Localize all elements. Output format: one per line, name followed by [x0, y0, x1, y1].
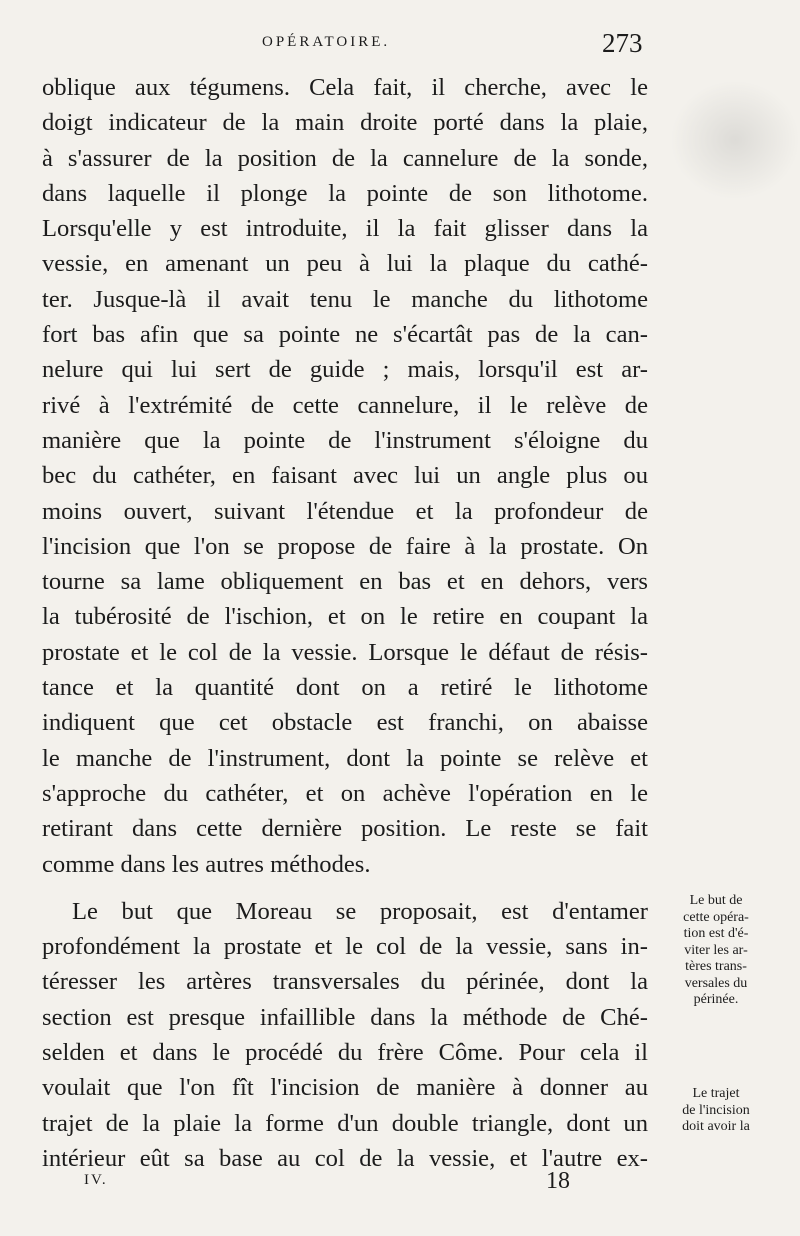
page-header	[0, 28, 800, 62]
text-line: le manche de l'instrument, dont la pointe se relève et	[42, 744, 648, 772]
page-footer	[0, 1168, 800, 1198]
margin-note-purpose	[658, 893, 774, 1009]
text-line: section est presque infaillible dans la méthode de Ché-	[42, 1003, 648, 1031]
text-line: téresser les artères transversales du périnée, dont la	[42, 968, 648, 996]
text-line: tance et la quantité dont on a retiré le lithotome	[42, 674, 648, 702]
margin-note-line: cette opéra-	[683, 909, 749, 925]
text-line: comme dans les autres méthodes.	[42, 850, 371, 878]
text-line: doigt indicateur de la main droite porté dans la plaie,	[42, 109, 648, 137]
text-line: vessie, en amenant un peu à lui la plaque du cathé-	[42, 250, 648, 278]
text-line: moins ouvert, suivant l'étendue et la profondeur de	[42, 497, 648, 525]
page-number: 273	[602, 28, 643, 58]
paragraph-1	[42, 70, 648, 882]
text-line: retirant dans cette dernière position. Le reste se fait	[42, 815, 648, 843]
text-line: rivé à l'extrémité de cette cannelure, il le relève de	[42, 391, 648, 419]
text-line: bec du cathéter, en faisant avec lui un angle plus ou	[42, 462, 648, 490]
text-line: intérieur eût sa base au col de la vessie, et l'autre ex-	[42, 1144, 648, 1172]
margin-note-line: Le trajet	[692, 1086, 740, 1101]
text-line: Le but que Moreau se proposait, est d'entamer	[72, 897, 648, 925]
paragraph-2	[42, 894, 648, 1176]
text-line: trajet de la plaie la forme d'un double triangle, dont un	[42, 1109, 648, 1137]
margin-note-line: tion est d'é-	[683, 926, 749, 941]
margin-note-line: tères trans-	[685, 959, 747, 974]
bleed-through-shadow	[670, 80, 800, 200]
text-line: manière que la pointe de l'instrument s'éloigne du	[42, 426, 648, 454]
margin-note-line: périnée.	[693, 992, 739, 1007]
text-line: s'approche du cathéter, et on achève l'opération en le	[42, 779, 648, 807]
margin-note-line: de l'incision	[682, 1102, 750, 1118]
margin-note-line: Le but de	[689, 893, 743, 908]
text-line: voulait que l'on fît l'incision de manière à donner au	[42, 1074, 648, 1102]
text-line: prostate et le col de la vessie. Lorsque le défaut de résis-	[42, 638, 648, 666]
volume-signature: IV.	[84, 1172, 108, 1188]
text-line: indiquent que cet obstacle est franchi, on abaisse	[42, 709, 648, 737]
text-line: la tubérosité de l'ischion, et on le retire en coupant la	[42, 603, 648, 631]
text-line: selden et dans le procédé du frère Côme. Pour cela il	[42, 1039, 648, 1067]
gathering-mark: 18	[546, 1168, 570, 1194]
running-title: OPÉRATOIRE.	[262, 34, 391, 50]
text-line: l'incision que l'on se propose de faire à la prostate. On	[42, 532, 648, 560]
margin-note-incision	[658, 1086, 774, 1136]
text-line: ter. Jusque-là il avait tenu le manche du lithotome	[42, 285, 648, 313]
margin-note-line: viter les ar-	[684, 942, 748, 958]
paragraph-gap	[42, 882, 648, 894]
text-line: nelure qui lui sert de guide ; mais, lorsqu'il est ar-	[42, 356, 648, 384]
margin-note-line: versales du	[684, 975, 748, 991]
main-text-block	[42, 70, 648, 1176]
text-line: à s'assurer de la position de la cannelure de la sonde,	[42, 144, 648, 172]
text-line: oblique aux tégumens. Cela fait, il cherche, avec le	[42, 74, 648, 101]
text-line: fort bas afin que sa pointe ne s'écartât pas de la can-	[42, 321, 648, 349]
text-line: Lorsqu'elle y est introduite, il la fait glisser dans la	[42, 215, 648, 243]
text-line: profondément la prostate et le col de la vessie, sans in-	[42, 933, 648, 961]
text-line: tourne sa lame obliquement en bas et en dehors, vers	[42, 568, 648, 596]
margin-note-line: doit avoir la	[682, 1119, 750, 1134]
text-line: dans laquelle il plonge la pointe de son lithotome.	[42, 179, 648, 207]
